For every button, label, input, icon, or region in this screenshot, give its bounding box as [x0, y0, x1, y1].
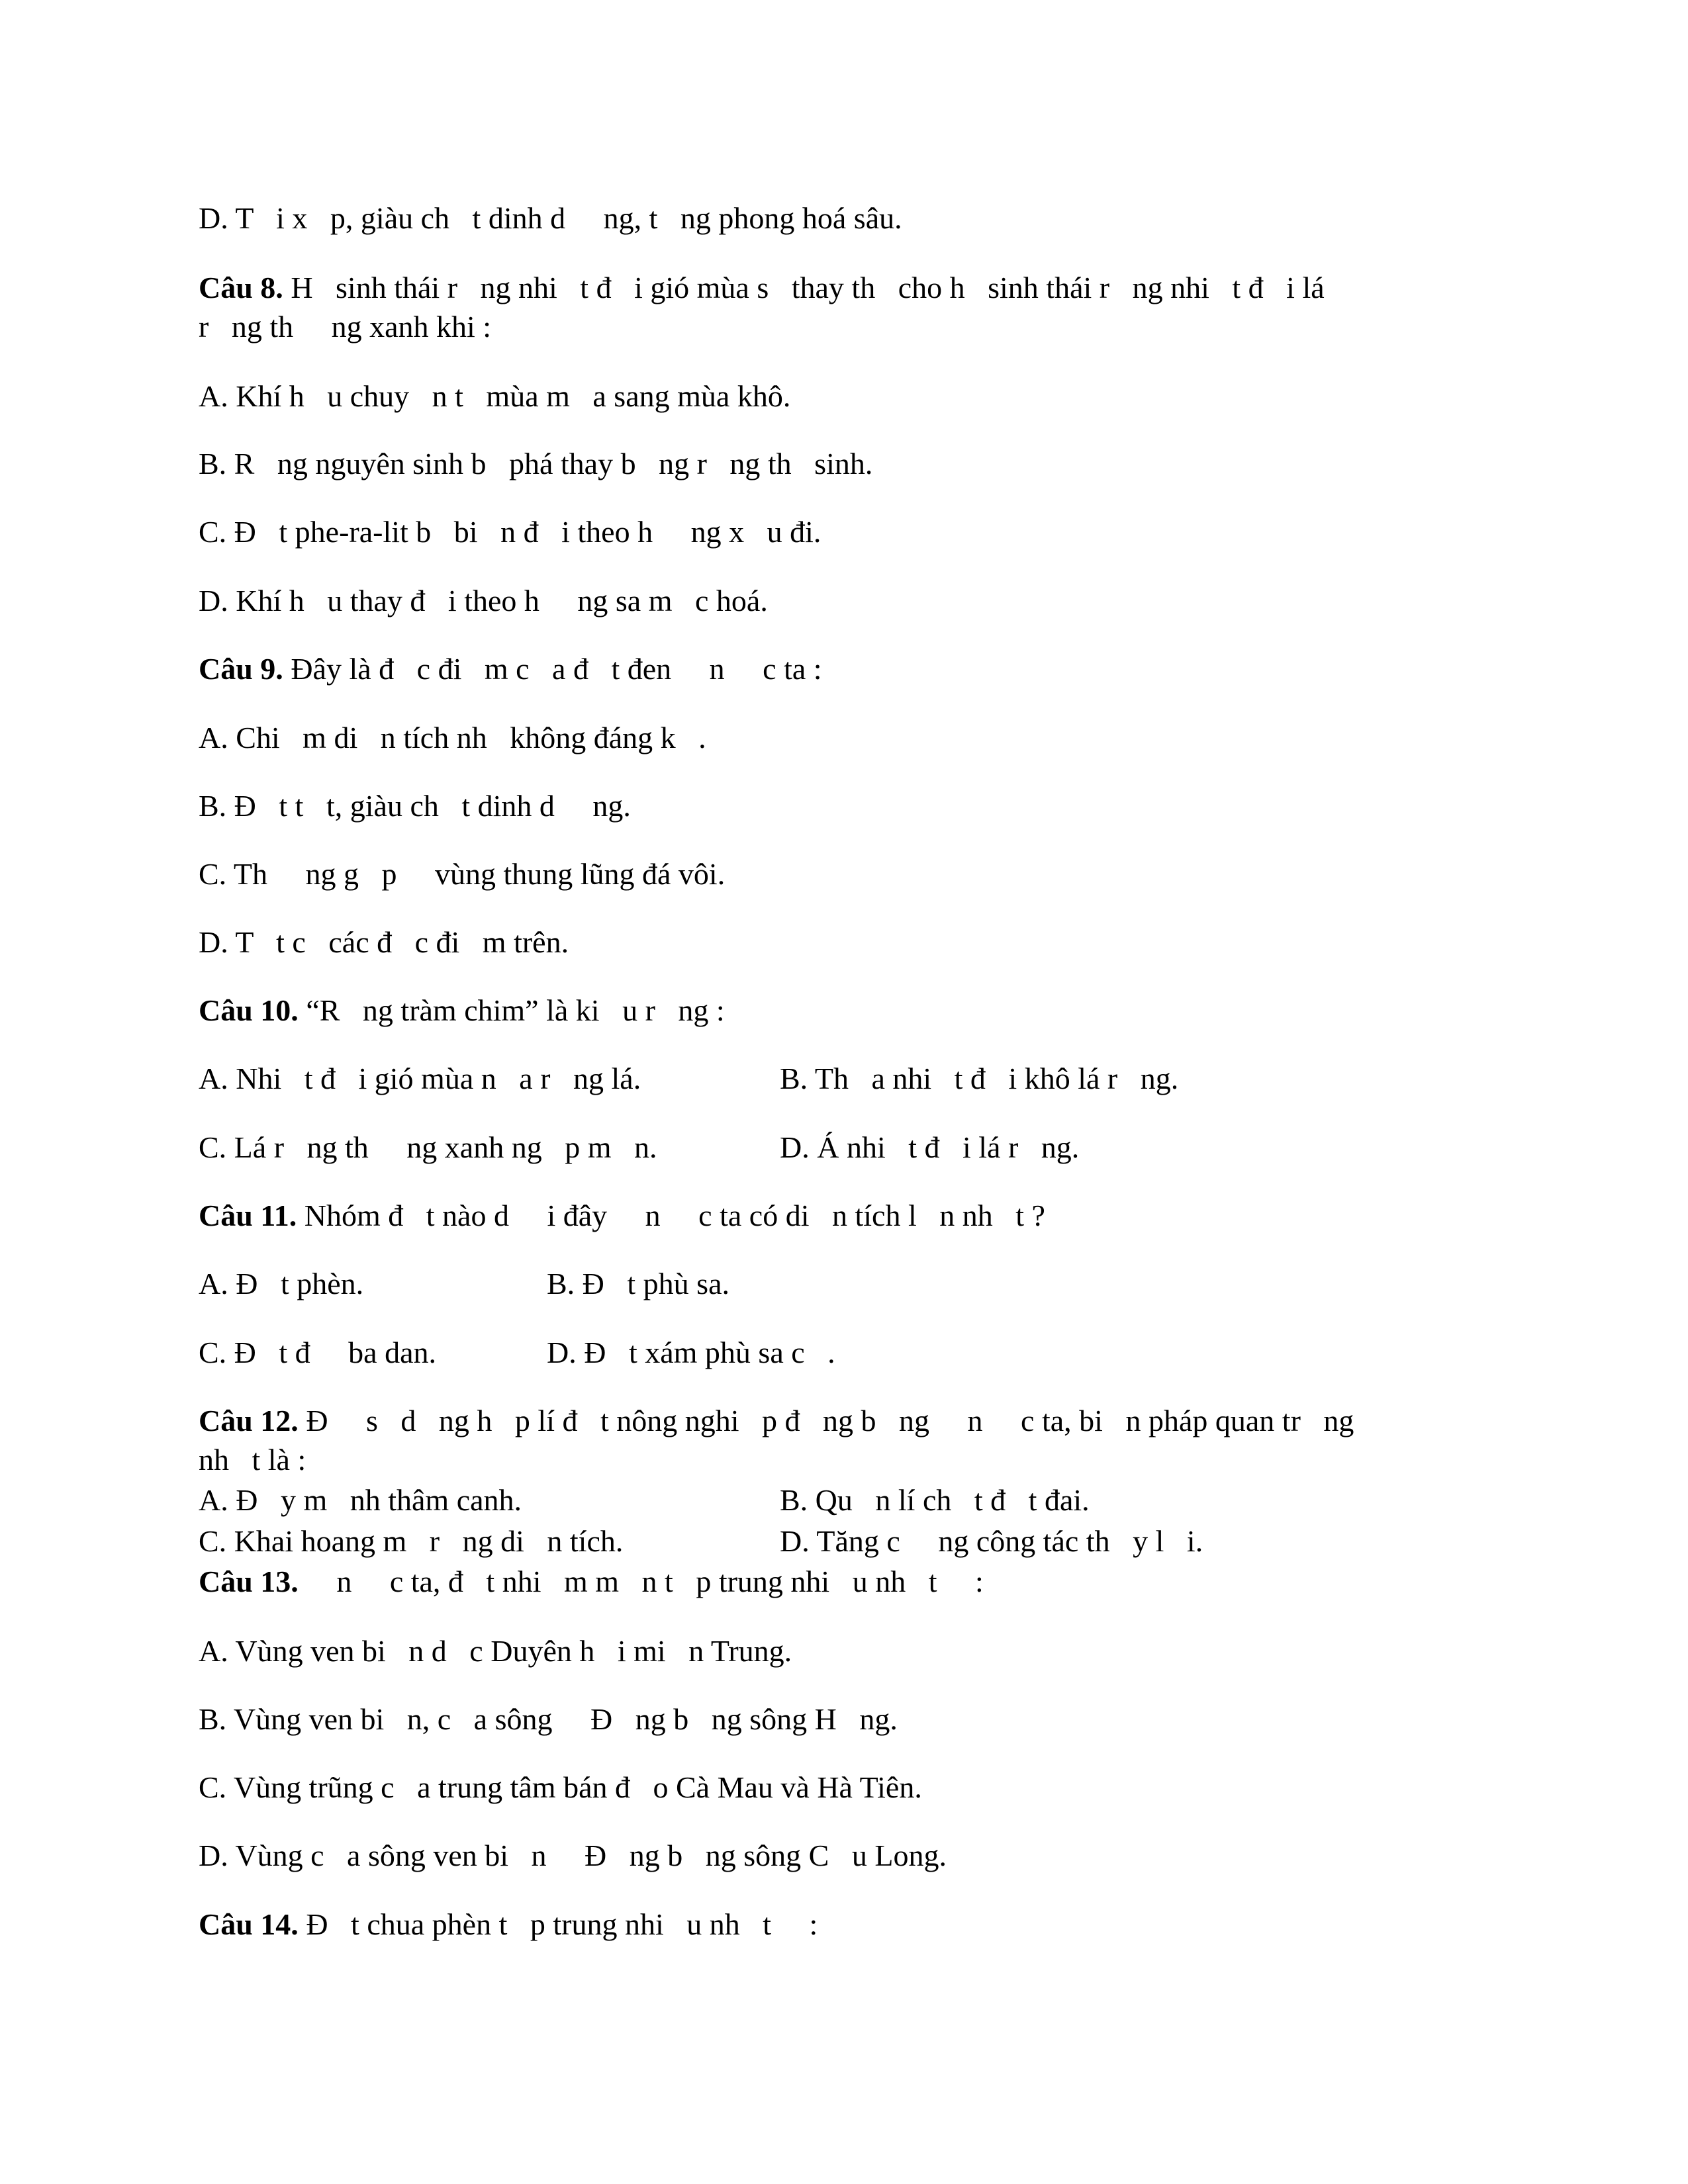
q9-option-a: A. Chi m di n tích nh không đáng k .	[199, 721, 706, 754]
question-11-text: Nhóm đ t nào d i đây n c ta có di n tích l n nh t ?	[297, 1199, 1045, 1232]
question-14-text: Đ t chua phèn t p trung nhi u nh t :	[298, 1907, 818, 1941]
q13-option-b: B. Vùng ven bi n, c a sông Đ ng b ng sông H ng.	[199, 1702, 898, 1736]
q13-option-d: D. Vùng c a sông ven bi n Đ ng b ng sông C u Long.	[199, 1839, 947, 1872]
q12-option-c: C. Khai hoang m r ng di n tích.	[199, 1524, 624, 1558]
q10-option-b: B. Th a nhi t đ i khô lá r ng.	[780, 1062, 1179, 1095]
question-8	[199, 269, 1325, 306]
question-10-text: “R ng tràm chim” là ki u r ng :	[298, 993, 725, 1027]
q11-option-c: C. Đ t đ ba dan.	[199, 1336, 437, 1369]
q11-option-b: B. Đ t phù sa.	[547, 1267, 729, 1300]
q8-option-d: D. Khí h u thay đ i theo h ng sa m c hoá.	[199, 584, 768, 617]
q9-option-b: B. Đ t t t, giàu ch t dinh d ng.	[199, 789, 631, 823]
q9-option-c: C. Th ng g p vùng thung lũng đá vôi.	[199, 857, 726, 891]
question-10	[199, 992, 725, 1029]
q12-option-b: B. Qu n lí ch t đ t đai.	[780, 1483, 1090, 1517]
q10-option-d: D. Á nhi t đ i lá r ng.	[780, 1130, 1080, 1164]
question-13-label: Câu 13.	[199, 1565, 299, 1598]
question-14-label: Câu 14.	[199, 1907, 299, 1941]
q12-option-d: D. Tăng c ng công tác th y l i.	[780, 1524, 1203, 1558]
q10-option-a: A. Nhi t đ i gió mùa n a r ng lá.	[199, 1062, 641, 1095]
question-8-text: H sinh thái r ng nhi t đ i gió mùa s thay th cho h sinh thái r ng nhi t đ i lá	[283, 271, 1325, 304]
q8-option-b: B. R ng nguyên sinh b phá thay b ng r ng th sinh.	[199, 447, 873, 480]
question-14	[199, 1906, 818, 1943]
question-10-label: Câu 10.	[199, 993, 299, 1027]
question-11	[199, 1197, 1045, 1234]
q8-option-a: A. Khí h u chuy n t mùa m a sang mùa khô.	[199, 379, 791, 413]
question-9-text: Đây là đ c đi m c a đ t đen n c ta :	[283, 652, 822, 686]
q9-option-d: D. T t c các đ c đi m trên.	[199, 925, 569, 959]
question-11-label: Câu 11.	[199, 1199, 297, 1232]
question-13	[199, 1563, 984, 1600]
q13-option-a: A. Vùng ven bi n d c Duyên h i mi n Trung.	[199, 1634, 792, 1668]
question-12-text-cont: nh t là :	[199, 1443, 306, 1477]
q11-option-d: D. Đ t xám phù sa c .	[547, 1336, 835, 1369]
question-9-label: Câu 9.	[199, 652, 283, 686]
q7-option-d: D. T i x p, giàu ch t dinh d ng, t ng phong hoá sâu.	[199, 201, 902, 235]
question-12-label: Câu 12.	[199, 1404, 299, 1437]
q13-option-c: C. Vùng trũng c a trung tâm bán đ o Cà Mau và Hà Tiên.	[199, 1770, 922, 1804]
question-12-text: Đ s d ng h p lí đ t nông nghi p đ ng b ng n c ta, bi n pháp quan tr ng	[298, 1404, 1354, 1437]
q10-option-c: C. Lá r ng th ng xanh ng p m n.	[199, 1130, 657, 1164]
question-9	[199, 651, 822, 688]
q12-option-a: A. Đ y m nh thâm canh.	[199, 1483, 522, 1517]
question-12	[199, 1402, 1354, 1439]
question-13-text: n c ta, đ t nhi m m n t p trung nhi u nh t :	[298, 1565, 984, 1598]
q8-option-c: C. Đ t phe-ra-lit b bi n đ i theo h ng x u đi.	[199, 515, 821, 549]
question-8-label: Câu 8.	[199, 271, 283, 304]
q11-option-a: A. Đ t phèn.	[199, 1267, 364, 1300]
question-8-text-cont: r ng th ng xanh khi :	[199, 310, 492, 343]
